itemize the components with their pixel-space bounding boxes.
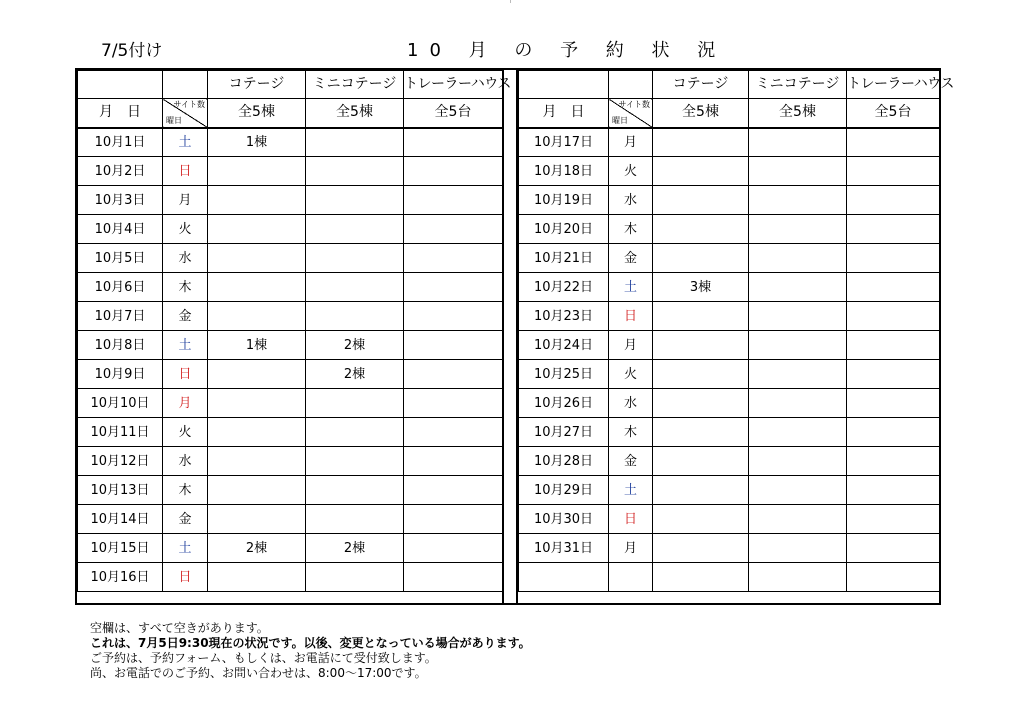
header-site-count: サイト数 [618, 100, 650, 109]
date-cell [519, 563, 609, 592]
table-row [78, 534, 503, 563]
weekday-cell: 月 [609, 534, 653, 563]
mini-cottage-cell [749, 157, 847, 186]
trailer-cell [847, 273, 940, 302]
mini-cottage-cell [749, 128, 847, 157]
mini-cottage-cell [749, 505, 847, 534]
header-weekday: 曜日 [166, 115, 182, 125]
cottage-cell [653, 244, 749, 273]
table-row [519, 186, 940, 215]
date-cell: 10月16日 [78, 563, 163, 592]
weekday-cell: 火 [609, 157, 653, 186]
cottage-cell [208, 157, 306, 186]
weekday-cell: 水 [609, 186, 653, 215]
cottage-cell [208, 389, 306, 418]
trailer-cell [404, 360, 503, 389]
date-cell: 10月31日 [519, 534, 609, 563]
trailer-cell [404, 244, 503, 273]
trailer-cell [847, 302, 940, 331]
mini-cottage-cell [749, 389, 847, 418]
date-cell: 10月3日 [78, 186, 163, 215]
table-row [519, 505, 940, 534]
trailer-cell [847, 389, 940, 418]
header-mini-cottage: ミニコテージ [306, 71, 404, 99]
table-row [78, 302, 503, 331]
cottage-cell [653, 534, 749, 563]
date-cell: 10月23日 [519, 302, 609, 331]
weekday-cell: 火 [163, 418, 208, 447]
table-row [519, 331, 940, 360]
cottage-cell [653, 563, 749, 592]
mini-cottage-cell [306, 447, 404, 476]
trailer-cell [404, 447, 503, 476]
header-month-day: 月 日 [78, 99, 163, 128]
header-diagonal-cell [609, 99, 653, 128]
cottage-cell [208, 273, 306, 302]
table-row [519, 128, 940, 157]
header-weekday: 曜日 [612, 115, 628, 125]
trailer-cell [404, 505, 503, 534]
cottage-cell: 2棟 [208, 534, 306, 563]
weekday-cell: 水 [163, 244, 208, 273]
date-cell: 10月9日 [78, 360, 163, 389]
header-mini-total: 全5棟 [306, 99, 404, 128]
cottage-cell [208, 447, 306, 476]
weekday-cell: 木 [163, 273, 208, 302]
date-cell: 10月25日 [519, 360, 609, 389]
trailer-cell [847, 244, 940, 273]
cottage-cell [653, 302, 749, 331]
weekday-cell: 金 [163, 505, 208, 534]
weekday-cell: 木 [163, 476, 208, 505]
table-second-half [518, 70, 954, 592]
table-row [78, 215, 503, 244]
cottage-cell: 1棟 [208, 128, 306, 157]
trailer-cell [847, 534, 940, 563]
table-row [78, 273, 503, 302]
date-cell: 10月1日 [78, 128, 163, 157]
weekday-cell: 水 [609, 389, 653, 418]
scan-mark [510, 0, 511, 3]
cottage-cell [208, 476, 306, 505]
weekday-cell [609, 563, 653, 592]
table-row [519, 273, 940, 302]
cottage-cell [653, 505, 749, 534]
cottage-cell [208, 215, 306, 244]
header-trailer: トレーラーハウス [404, 71, 503, 99]
mini-cottage-cell [306, 476, 404, 505]
trailer-cell [404, 273, 503, 302]
mini-cottage-cell [749, 447, 847, 476]
trailer-cell [404, 418, 503, 447]
trailer-cell [847, 476, 940, 505]
mini-cottage-cell [306, 215, 404, 244]
header-blank [609, 71, 653, 99]
note-line: ご予約は、予約フォーム、もしくは、お電話にて受付致します。 [90, 651, 437, 665]
weekday-cell: 土 [609, 273, 653, 302]
cottage-cell [653, 360, 749, 389]
weekday-cell: 月 [609, 128, 653, 157]
table-row [519, 447, 940, 476]
mini-cottage-cell [306, 418, 404, 447]
table-row [78, 331, 503, 360]
header-trailer: トレーラーハウス [847, 71, 940, 99]
weekday-cell: 火 [163, 215, 208, 244]
header-row-totals [519, 99, 940, 128]
table-row [519, 244, 940, 273]
weekday-cell: 日 [163, 563, 208, 592]
date-cell: 10月13日 [78, 476, 163, 505]
table-row [78, 128, 503, 157]
trailer-cell [404, 389, 503, 418]
header-cottage-total: 全5棟 [208, 99, 306, 128]
date-cell: 10月6日 [78, 273, 163, 302]
table-row [519, 418, 940, 447]
table-first-half [77, 70, 511, 592]
table-row [519, 215, 940, 244]
cottage-cell [653, 331, 749, 360]
mini-cottage-cell [749, 302, 847, 331]
trailer-cell [847, 418, 940, 447]
cottage-cell: 1棟 [208, 331, 306, 360]
mini-cottage-cell: 2棟 [306, 331, 404, 360]
trailer-cell [404, 186, 503, 215]
date-cell: 10月26日 [519, 389, 609, 418]
trailer-cell [404, 331, 503, 360]
table-row [519, 360, 940, 389]
mini-cottage-cell: 2棟 [306, 534, 404, 563]
header-month-day: 月 日 [519, 99, 609, 128]
date-cell: 10月19日 [519, 186, 609, 215]
cottage-cell [653, 157, 749, 186]
weekday-cell: 土 [163, 534, 208, 563]
weekday-cell: 日 [163, 360, 208, 389]
weekday-cell: 日 [609, 302, 653, 331]
page-title: 10 月 の 予 約 状 況 [407, 40, 727, 61]
cottage-cell [653, 215, 749, 244]
trailer-cell [847, 331, 940, 360]
trailer-cell [847, 157, 940, 186]
mini-cottage-cell [749, 476, 847, 505]
mini-cottage-cell [306, 273, 404, 302]
cottage-cell [208, 302, 306, 331]
header-row-types [78, 71, 503, 99]
mini-cottage-cell [306, 505, 404, 534]
table-row [78, 157, 503, 186]
date-cell: 10月30日 [519, 505, 609, 534]
trailer-cell [404, 476, 503, 505]
cottage-cell [208, 244, 306, 273]
cottage-cell [653, 447, 749, 476]
table-row [78, 505, 503, 534]
table-divider [502, 70, 518, 603]
weekday-cell: 土 [163, 331, 208, 360]
table-row [78, 244, 503, 273]
cottage-cell [208, 360, 306, 389]
trailer-cell [404, 157, 503, 186]
header-cottage-total: 全5棟 [653, 99, 749, 128]
weekday-cell: 火 [609, 360, 653, 389]
trailer-cell [847, 215, 940, 244]
trailer-cell [847, 563, 940, 592]
header-cottage: コテージ [653, 71, 749, 99]
header-diagonal-cell [163, 99, 208, 128]
trailer-cell [404, 534, 503, 563]
cottage-cell [653, 186, 749, 215]
weekday-cell: 月 [609, 331, 653, 360]
date-cell: 10月18日 [519, 157, 609, 186]
weekday-cell: 金 [609, 447, 653, 476]
notes [90, 621, 531, 681]
date-cell: 10月10日 [78, 389, 163, 418]
weekday-cell: 日 [609, 505, 653, 534]
header-cottage: コテージ [208, 71, 306, 99]
table-row [78, 563, 503, 592]
trailer-cell [847, 128, 940, 157]
weekday-cell: 金 [163, 302, 208, 331]
table-row [78, 360, 503, 389]
date-cell: 10月14日 [78, 505, 163, 534]
mini-cottage-cell [749, 215, 847, 244]
header-blank [519, 71, 609, 99]
table-row [519, 534, 940, 563]
mini-cottage-cell [749, 244, 847, 273]
date-cell: 10月24日 [519, 331, 609, 360]
date-cell: 10月29日 [519, 476, 609, 505]
header-mini-cottage: ミニコテージ [749, 71, 847, 99]
cottage-cell [653, 418, 749, 447]
trailer-cell [847, 186, 940, 215]
mini-cottage-cell [749, 186, 847, 215]
header-trailer-total: 全5台 [404, 99, 503, 128]
date-cell: 10月15日 [78, 534, 163, 563]
cottage-cell [208, 563, 306, 592]
mini-cottage-cell [749, 534, 847, 563]
cottage-cell [653, 128, 749, 157]
weekday-cell: 日 [163, 157, 208, 186]
date-cell: 10月28日 [519, 447, 609, 476]
date-cell: 10月5日 [78, 244, 163, 273]
weekday-cell: 土 [609, 476, 653, 505]
header-blank [78, 71, 163, 99]
date-label: 7/5付け [101, 41, 163, 61]
date-cell: 10月11日 [78, 418, 163, 447]
mini-cottage-cell [749, 273, 847, 302]
mini-cottage-cell [306, 244, 404, 273]
weekday-cell: 水 [163, 447, 208, 476]
header-mini-total: 全5棟 [749, 99, 847, 128]
table-row [78, 389, 503, 418]
date-cell: 10月27日 [519, 418, 609, 447]
cottage-cell: 3棟 [653, 273, 749, 302]
header-site-count: サイト数 [173, 100, 205, 109]
header-trailer-total: 全5台 [847, 99, 940, 128]
mini-cottage-cell [749, 360, 847, 389]
weekday-cell: 木 [609, 418, 653, 447]
mini-cottage-cell [306, 302, 404, 331]
trailer-cell [404, 128, 503, 157]
reservation-table [75, 68, 954, 605]
trailer-cell [847, 505, 940, 534]
date-cell: 10月12日 [78, 447, 163, 476]
mini-cottage-cell [749, 418, 847, 447]
date-cell: 10月8日 [78, 331, 163, 360]
table-row [519, 302, 940, 331]
table-row [519, 389, 940, 418]
note-line: 尚、お電話でのご予約、お問い合わせは、8:00～17:00です。 [90, 666, 427, 680]
weekday-cell: 月 [163, 389, 208, 418]
trailer-cell [404, 215, 503, 244]
date-cell: 10月22日 [519, 273, 609, 302]
mini-cottage-cell [306, 186, 404, 215]
mini-cottage-cell [749, 563, 847, 592]
cottage-cell [208, 186, 306, 215]
table-row [78, 418, 503, 447]
cottage-cell [208, 505, 306, 534]
date-cell: 10月17日 [519, 128, 609, 157]
mini-cottage-cell [306, 563, 404, 592]
weekday-cell: 木 [609, 215, 653, 244]
date-cell: 10月4日 [78, 215, 163, 244]
cottage-cell [653, 389, 749, 418]
trailer-cell [847, 447, 940, 476]
mini-cottage-cell [306, 157, 404, 186]
date-cell: 10月7日 [78, 302, 163, 331]
table-row [519, 563, 940, 592]
date-cell: 10月2日 [78, 157, 163, 186]
mini-cottage-cell [749, 331, 847, 360]
weekday-cell: 月 [163, 186, 208, 215]
table-row [519, 476, 940, 505]
cottage-cell [208, 418, 306, 447]
weekday-cell: 金 [609, 244, 653, 273]
note-line: 空欄は、すべて空きがあります。 [90, 621, 269, 635]
header-row-totals [78, 99, 503, 128]
trailer-cell [847, 360, 940, 389]
date-cell: 10月20日 [519, 215, 609, 244]
cottage-cell [653, 476, 749, 505]
header-row-types [519, 71, 940, 99]
table-row [78, 186, 503, 215]
trailer-cell [404, 302, 503, 331]
weekday-cell: 土 [163, 128, 208, 157]
mini-cottage-cell [306, 389, 404, 418]
mini-cottage-cell: 2棟 [306, 360, 404, 389]
table-row [78, 447, 503, 476]
date-cell: 10月21日 [519, 244, 609, 273]
note-line: これは、7月5日9:30現在の状況です。以後、変更となっている場合があります。 [90, 636, 531, 650]
mini-cottage-cell [306, 128, 404, 157]
trailer-cell [404, 563, 503, 592]
table-row [78, 476, 503, 505]
table-row [519, 157, 940, 186]
header-blank [163, 71, 208, 99]
